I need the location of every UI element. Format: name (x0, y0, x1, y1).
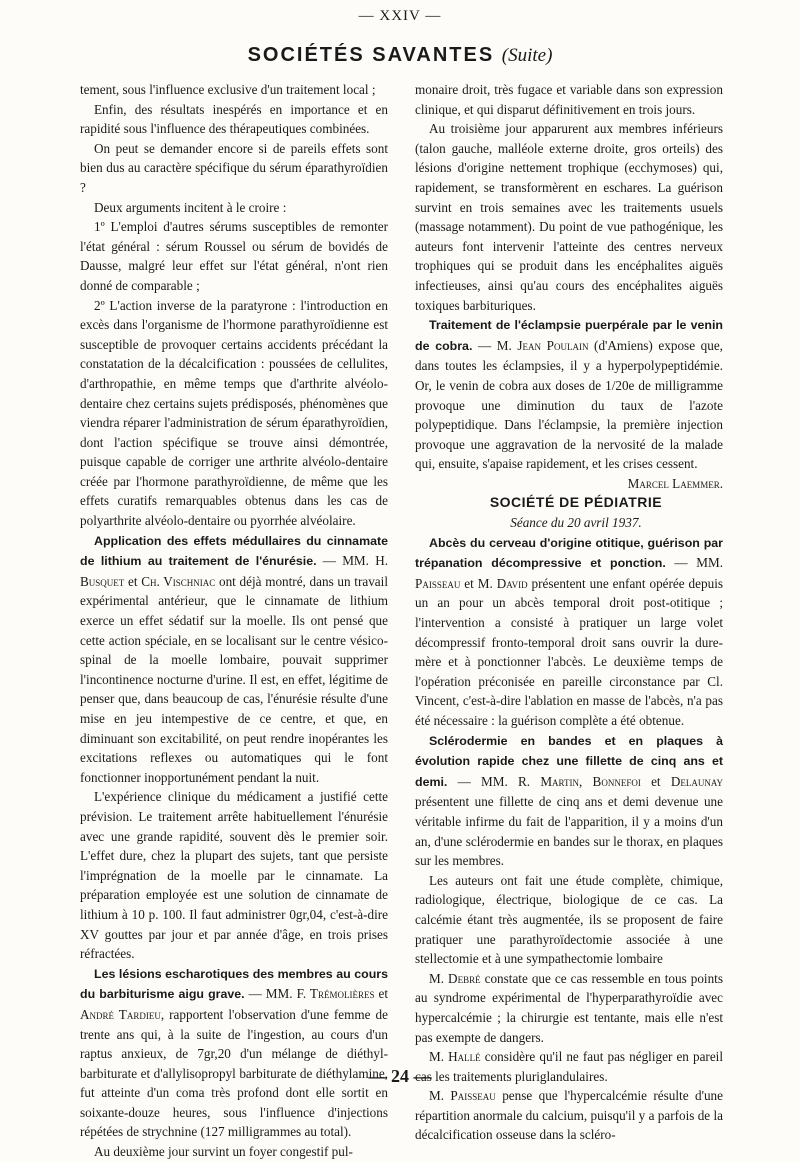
author-name: Bonnefoi (592, 773, 641, 789)
article-heading: Traitement de l'éclampsie puerpérale par le venin de cobra. (415, 318, 723, 353)
author-conjunction: et (640, 773, 671, 789)
page-number: — 24 — (368, 1066, 432, 1086)
article-heading: Les lésions escharotiques des membres au cours du barbiturisme aigu grave. (80, 966, 388, 1002)
paragraph: 1º L'emploi d'autres sérums susceptibles de remonter l'état général : sérum Roussel ou sérum de bovidés de Dausse, malgré leur effet sur l'état général, n'ont rien donné de comparable ; (80, 219, 388, 293)
author-name: F. Trémolières (296, 986, 375, 1002)
author-name: Ch. Vischniac (141, 573, 216, 589)
running-head-page-roman: — XXIV — (358, 8, 442, 24)
article-text: (d'Amiens) expose que, dans toutes les éclampsies, il y a hyperpolypeptidémie. Or, le venin de cobra aux doses de 1/20e de milligramme provoque une diminution du taux de l'azote polypeptidique. Dans l'éclampsie, la première injection provoque une aggravation de la nervosité de la malade qui, ensuite, s'apaise rapidement, et les crises cessent. (415, 337, 723, 472)
article-text: présentent une fillette de cinq ans et demi devenue une véritable infirme du fait de l'apparition, il y a moins d'un an, d'une sclérodermie en bandes sur le thorax, en plaques sur les membres. (415, 794, 723, 869)
section-title-text: SOCIÉTÉS SAVANTES (247, 44, 495, 66)
author-name: André Tardieu (80, 1006, 161, 1022)
author-name: H. Busquet (80, 553, 389, 589)
article-heading: Application des effets médullaires du cinnamate de lithium au traitement de l'énurésie. (80, 533, 388, 569)
section-title (0, 44, 800, 67)
paragraph: Deux arguments incitent à le croire : (94, 199, 287, 215)
author-name: Paisseau (415, 575, 461, 591)
discussion-text: pense que l'hypercalcémie résulte d'une répartition anormale du calcium, puisqu'il y a parfois de la décalcification osseuse dans la scléro- (415, 1088, 723, 1143)
paragraph: Au deuxième jour survint un foyer congestif pul- (94, 1144, 353, 1160)
author-prefix: — MM. (316, 553, 376, 569)
article-paragraph (415, 731, 723, 871)
paragraph: Les auteurs ont fait une étude complète, chimique, radiologique, électrique, biologique de ce cas. La calcémie étant très augmentée, ils se proposent de faire pratiquer une parathyroïdectomie associée à une stellectomie et à une sympathectomie lombaire (415, 872, 723, 967)
paragraph: 2º L'action inverse de la paratyrone : l'introduction en excès dans l'organisme de l'hormone parathyroïdienne est susceptible de provoquer certains accidents précédant la constatation de la décalcification : poussées de cellulites, d'arthropathie, en même temps que d'arthrite alvéolo-dentaire chez certains sujets prédisposés, phénomènes que viendra réparer l'administration de sérum éparathyroïdien, dont l'action spécifique se trouve ainsi démontrée, puisque capable de corriger une arthrite alvéolo-dentaire créée par l'hormone parathyroïdienne, de même que les effets curatifs remarquables obtenus dans les cas de polyarthrite alvéolo-dentaire ou pyorrhée alvéolaire. (80, 297, 388, 529)
discussion-text: considère qu'il ne faut pas négliger en pareil cas les traitements pluriglandulaires. (415, 1049, 723, 1084)
paragraph: tement, sous l'influence exclusive d'un traitement local ; (80, 82, 376, 97)
article-heading: Abcès du cerveau d'origine otitique, guérison par trépanation décompressive et ponction. (415, 535, 723, 571)
society-heading: SOCIÉTÉ DE PÉDIATRIE (489, 494, 663, 511)
article-paragraph (415, 315, 723, 474)
author-conjunction: et (124, 573, 142, 589)
discussion-paragraph (415, 969, 723, 1047)
author-name: David (496, 575, 528, 591)
discussion-paragraph (415, 1086, 723, 1145)
article-text: ont déjà montré, dans un travail expérimental antérieur, que le cinnamate de lithium exerce un effet sédatif sur la moelle. Ils ont pensé que cette action spéciale, en se localisant sur le centre vésico-spinal de la moelle lombaire, pouvait supprimer l'incontinence nocturne d'urine. Il est, en effet, légitime de penser que, dans beaucoup de cas, l'énurésie résulte d'une mise en jeu intempestive de ce centre, et que, en diminuant son excitabilité, on peut rendre inopérantes les excitations reflexes ou automatiques qui le font fonctionner inopportunément pendant la nuit. (80, 573, 388, 785)
seance-date: Séance du 20 avril 1937. (510, 515, 642, 531)
paragraph: On peut se demander encore si de pareils effets sont bien dus au caractère spécifique du sérum éparathyroïdien ? (80, 140, 388, 195)
author-prefix: — MM. (447, 773, 518, 789)
author-name: R. Martin (518, 773, 580, 789)
article-paragraph (80, 964, 388, 1142)
author-conjunction: et (374, 986, 388, 1002)
author-name: Jean Poulain (517, 337, 589, 353)
speaker-name: M. Debré (429, 970, 481, 986)
right-column (415, 80, 724, 1143)
left-column (80, 80, 389, 1160)
speaker-name: M. Paisseau (429, 1088, 496, 1104)
article-text: présentent une enfant opérée depuis un an pour un abcès temporal droit post-otitique ; l'intervention a consisté à pratiquer un large volet décompressif fronto-temporal droit sans ouvrir la dure-mère et à ponctionner l'abcès. Le deuxième temps de l'opération préconisée en pareille circonstance par Cl. Vincent, c'est-à-dire l'ablation en masse de l'abcès, n'a pas été nécessaire : la guérison complète a été obtenue. (415, 575, 723, 728)
signature: Marcel Laemmer. (627, 475, 723, 491)
author-prefix: — MM. (665, 555, 724, 571)
article-heading: Sclérodermie en bandes et en plaques à évolution rapide chez une fillette de cinq ans et demi. (415, 733, 723, 789)
article-paragraph (80, 531, 388, 788)
author-prefix: — MM. (244, 986, 297, 1002)
author-name: Delaunay (670, 773, 724, 789)
paragraph: Au troisième jour apparurent aux membres inférieurs (talon gauche, malléole externe droite, gros orteils) des lésions d'origine nettement trophique (ecchymoses) qui, rapidement, se transformèrent en eschares. La guérison survint en trois semaines avec les traitements usuels (massage notamment). Du point de vue pathogénique, les auteurs font intervenir l'atteinte des centres nerveux trophiques qui se produit dans les encéphalites aiguës infectieuses, ainsi qu'au cours des encéphalites aiguës toxiques barbituriques. (415, 121, 723, 313)
author-separator: , (579, 773, 593, 789)
paragraph: L'expérience clinique du médicament a justifié cette prévision. Le traitement arrête habituellement l'énurésie avec une grande rapidité, souvent dès le premier soir. L'effet dure, chez la plupart des sujets, tant que persiste l'imprégnation de la moelle par le cinnamate. La préparation employée est une solution de cinnamate de lithium à 10 p. 100. Il faut administrer 0gr,04, c'est-à-dire XV gouttes par jour et par année d'âge, en trois prises réfractées. (80, 789, 388, 962)
paragraph: monaire droit, très fugace et variable dans son expression clinique, et qui disparut définitivement en trois jours. (415, 82, 723, 117)
paragraph: Enfin, des résultats inespérés en importance et en rapidité sous l'influence des thérapeutiques combinées. (80, 101, 388, 137)
article-paragraph (415, 533, 723, 731)
discussion-text: constate que ce cas ressemble en tous points au syndrome expérimental de l'hyperparathyroïdie avec hypercalcémie ; la chirurgie est tentante, mais elle n'est pas exempte de dangers. (415, 970, 723, 1045)
author-prefix: — M. (472, 337, 518, 353)
section-title-suffix: (Suite) (501, 45, 553, 66)
speaker-name: M. Hallé (429, 1049, 481, 1065)
article-text: , rapportent l'observation d'une femme de trente ans qui, à la suite de l'ingestion, au cours d'un raptus anxieux, de 7gr,20 d'un mélange de diéthyl-barbiturate et d'allylisopropyl barbiturate de diéthylamine, fut atteinte d'un coma très profond dont elle sortit en soixante-douze heures, sous l'influence d'injections répétées de strychnine (127 milligrammes au total). (80, 1006, 388, 1140)
author-conjunction: et M. (460, 575, 497, 591)
